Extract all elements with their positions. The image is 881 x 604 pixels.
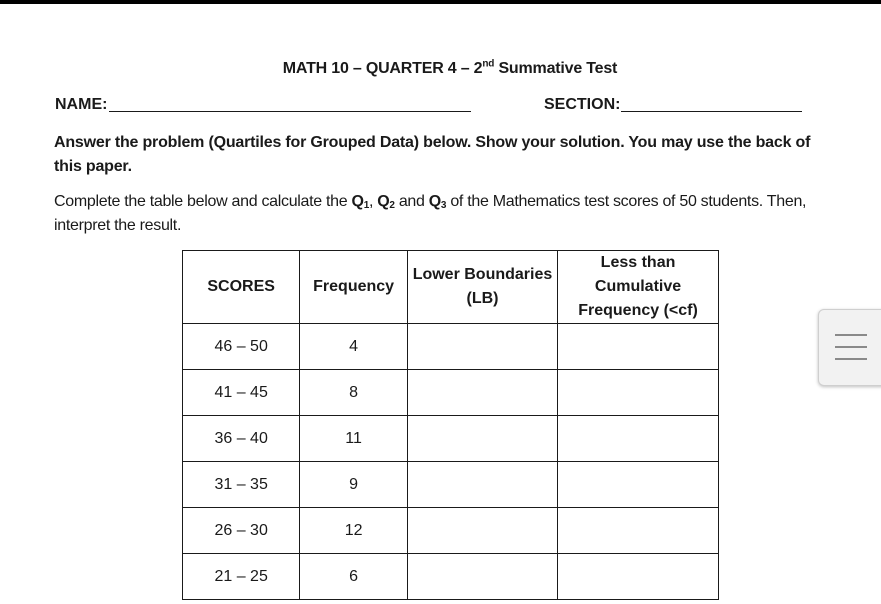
lb-cell[interactable] [407, 462, 557, 508]
header-frequency: Frequency [300, 251, 408, 324]
score-cell: 36 – 40 [183, 416, 300, 462]
cf-cell[interactable] [558, 554, 719, 600]
header-cumulative-frequency: Less than Cumulative Frequency (<cf) [558, 251, 719, 324]
table-header-row [183, 251, 719, 324]
cf-cell[interactable] [558, 324, 719, 370]
top-border [0, 0, 881, 4]
problem-text: Complete the table below and calculate the $Q_1$, $Q_2$ and $Q_3$ of the Mathematics test scores of 50 students. Then, interpret the result. [54, 193, 807, 234]
lb-cell[interactable] [407, 508, 557, 554]
frequency-cell: 4 [300, 324, 408, 370]
name-field[interactable] [109, 111, 471, 112]
score-cell: 41 – 45 [183, 370, 300, 416]
frequency-table [182, 250, 719, 600]
cf-cell[interactable] [558, 508, 719, 554]
header-lower-boundaries: Lower Boundaries (LB) [407, 251, 557, 324]
score-cell: 21 – 25 [183, 554, 300, 600]
lb-cell[interactable] [407, 416, 557, 462]
instructions-text: Answer the problem (Quartiles for Grouped Data) below. Show your solution. You may use the back of this paper. [54, 134, 811, 175]
table-row [183, 554, 719, 600]
table-row [183, 324, 719, 370]
score-cell: 26 – 30 [183, 508, 300, 554]
cf-cell[interactable] [558, 462, 719, 508]
frequency-cell: 12 [300, 508, 408, 554]
table-row [183, 462, 719, 508]
frequency-cell: 11 [300, 416, 408, 462]
cf-cell[interactable] [558, 370, 719, 416]
lb-cell[interactable] [407, 370, 557, 416]
section-field[interactable] [621, 111, 802, 112]
table-row [183, 508, 719, 554]
table-row [183, 370, 719, 416]
header-scores: SCORES [183, 251, 300, 324]
frequency-cell: 9 [300, 462, 408, 508]
lb-cell[interactable] [407, 324, 557, 370]
table-row [183, 416, 719, 462]
cf-cell[interactable] [558, 416, 719, 462]
section-label: SECTION: [544, 96, 621, 113]
frequency-cell: 6 [300, 554, 408, 600]
page-title: MATH 10 – QUARTER 4 – 2nd Summative Test [282, 58, 618, 77]
side-panel-handle[interactable] [818, 309, 881, 386]
lb-cell[interactable] [407, 554, 557, 600]
name-label: NAME: [55, 96, 108, 113]
frequency-cell: 8 [300, 370, 408, 416]
score-cell: 46 – 50 [183, 324, 300, 370]
score-cell: 31 – 35 [183, 462, 300, 508]
